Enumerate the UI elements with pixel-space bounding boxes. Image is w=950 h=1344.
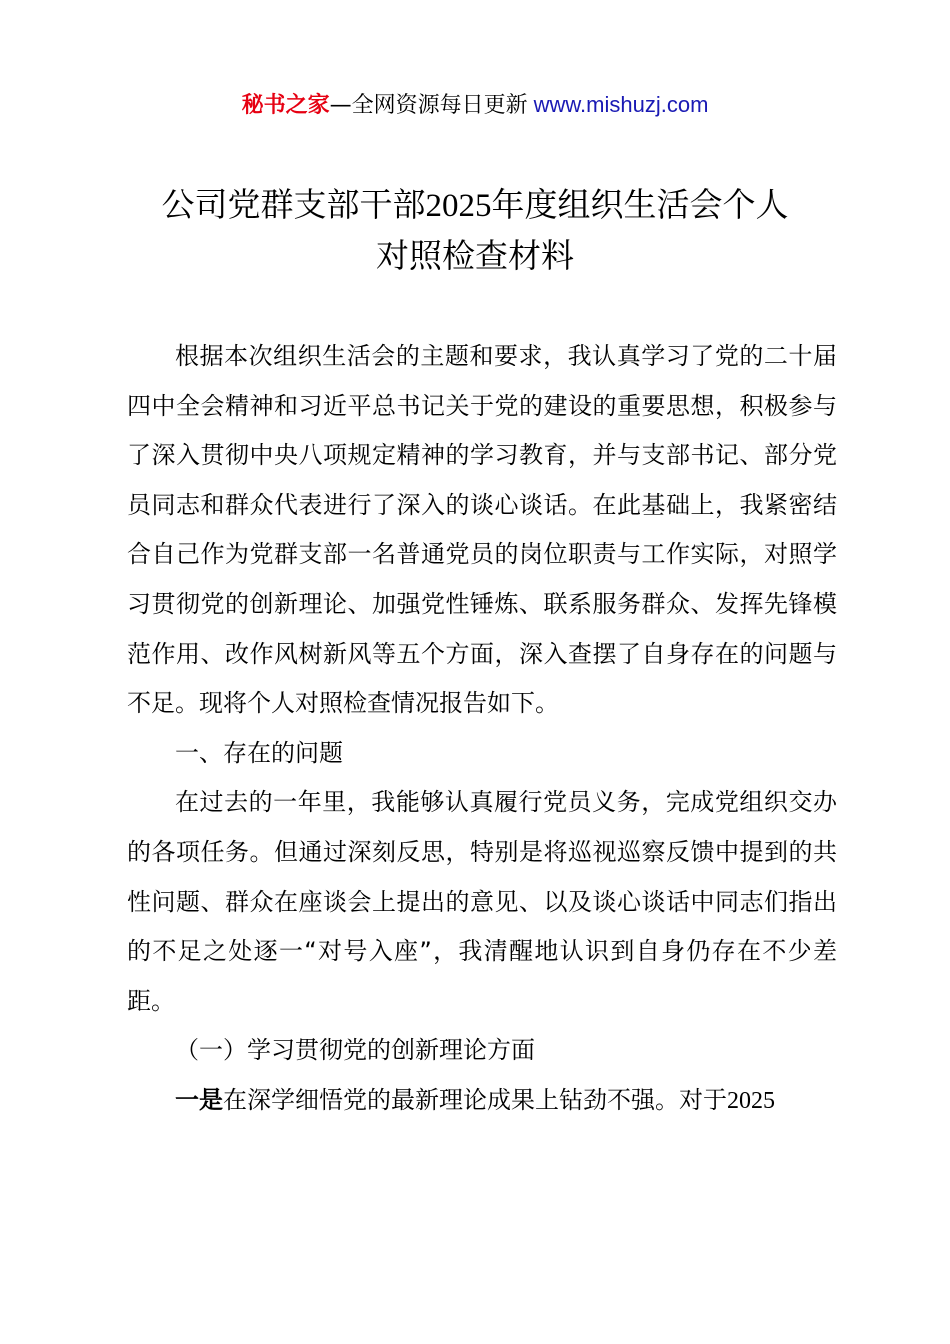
point-one-label: 一是 [175, 1085, 223, 1114]
document-body [127, 332, 837, 1127]
site-url-link[interactable]: www.mishuzj.com [533, 92, 709, 117]
section-heading-problems: 一、存在的问题 [175, 738, 343, 767]
document-title [100, 180, 850, 280]
point-one-text: 在深学细悟党的最新理论成果上钻劲不强。对于 [223, 1085, 727, 1114]
title-part-2: 年度组织生活会个人 [491, 185, 789, 224]
site-banner [0, 88, 950, 123]
site-tagline: —全网资源每日更新 [329, 93, 528, 118]
intro-paragraph: 根据本次组织生活会的主题和要求，我认真学习了党的二十届四中全会精神和习近平总书记关于党的建设的重要思想，积极参与了深入贯彻中央八项规定精神的学习教育，并与支部书记、部分党员同志和群众代表进行了深入的谈心谈话。在此基础上，我紧密结合自己作为党群支部一名普通党员的岗位职责与工作实际，对照学习贯彻党的创新理论、加强党性锤炼、联系服务群众、发挥先锋模范作用、改作风树新风等五个方面，深入查摆了自身存在的问题与不足。现将个人对照检查情况报告如下。 [127, 342, 837, 718]
title-line-2: 对照检查材料 [376, 236, 574, 275]
point-one-year: 2025 [727, 1087, 775, 1114]
problems-paragraph: 在过去的一年里，我能够认真履行党员义务，完成党组织交办的各项任务。但通过深刻反思，特别是将巡视巡察反馈中提到的共性问题、群众在座谈会上提出的意见、以及谈心谈话中同志们指出的不足之处逐一“对号入座”，我清醒地认识到自身仍存在不少差距。 [127, 788, 837, 1015]
title-year: 2025 [425, 188, 492, 224]
point-one-paragraph [127, 1076, 837, 1127]
title-line-1 [100, 180, 850, 231]
subsection-heading-theory: （一）学习贯彻党的创新理论方面 [175, 1036, 535, 1065]
site-brand: 秘书之家 [241, 93, 330, 118]
title-part-1: 公司党群支部干部 [161, 185, 426, 224]
